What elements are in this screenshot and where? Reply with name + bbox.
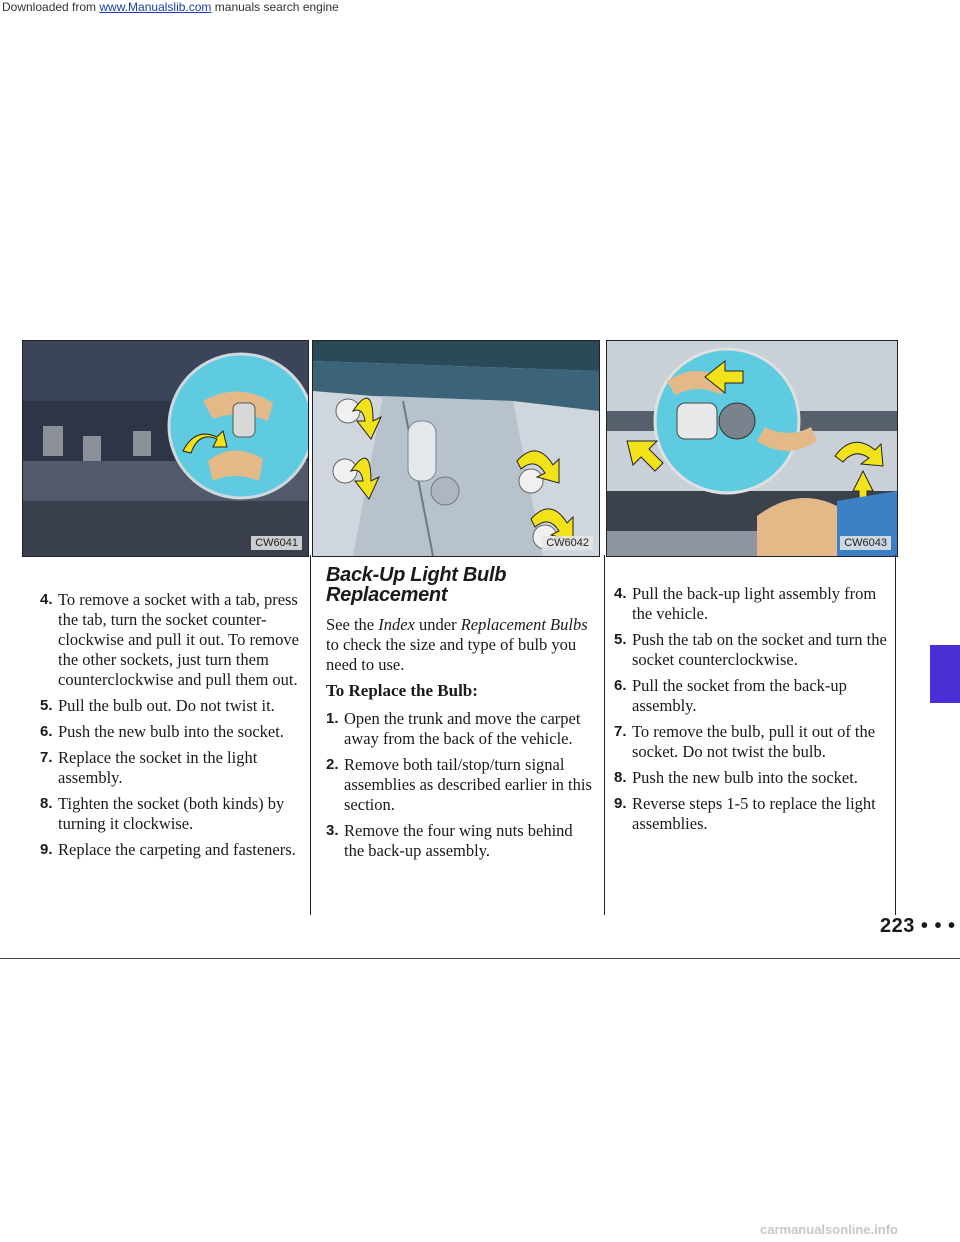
list-item	[614, 584, 888, 624]
step-text: Pull the bulb out. Do not twist it.	[58, 696, 275, 715]
list-item	[40, 696, 302, 716]
intro-paragraph	[326, 615, 592, 675]
step-number: 5.	[614, 631, 627, 648]
figure-code: CW6041	[251, 536, 302, 550]
step-number: 8.	[614, 769, 627, 786]
list-item	[326, 821, 592, 861]
column-2	[326, 565, 592, 867]
socket-removal-illustration	[23, 341, 308, 556]
step-number: 3.	[326, 822, 339, 839]
step-number: 8.	[40, 795, 53, 812]
banner-prefix: Downloaded from	[2, 0, 100, 14]
step-text: Remove both tail/stop/turn signal assemblies as described earlier in this section.	[344, 755, 592, 814]
list-item	[40, 590, 302, 690]
backup-assembly-illustration	[607, 341, 897, 556]
figure-socket-removal	[22, 340, 309, 557]
intro-text: under	[414, 615, 461, 634]
step-list-backup	[614, 584, 888, 834]
intro-bulbs-ref: Replacement Bulbs	[460, 615, 588, 634]
step-number: 1.	[326, 710, 339, 727]
step-text: Push the new bulb into the socket.	[632, 768, 858, 787]
step-number: 6.	[614, 677, 627, 694]
list-item	[40, 748, 302, 788]
step-number: 9.	[614, 795, 627, 812]
figure-code: CW6042	[542, 536, 593, 550]
step-number: 7.	[40, 749, 53, 766]
step-text: Push the tab on the socket and turn the socket counterclockwise.	[632, 630, 887, 669]
step-number: 7.	[614, 723, 627, 740]
step-number: 4.	[40, 591, 53, 608]
list-item	[40, 840, 302, 860]
list-item	[326, 709, 592, 749]
page-number: 223 • • •	[880, 915, 956, 937]
section-heading: Back-Up Light Bulb Replacement	[326, 564, 507, 606]
step-text: Open the trunk and move the carpet away from the back of the vehicle.	[344, 709, 581, 748]
intro-text: See the	[326, 615, 379, 634]
intro-text: to check the size and type of bulb you need to use.	[326, 635, 577, 674]
step-list-continued	[40, 590, 302, 860]
list-item	[614, 722, 888, 762]
intro-index-ref: Index	[378, 615, 415, 634]
manualslib-link[interactable]: www.Manualslib.com	[99, 0, 212, 14]
column-rule-right	[604, 555, 605, 915]
step-text: To remove the bulb, pull it out of the socket. Do not twist the bulb.	[632, 722, 876, 761]
column-rule-outer	[895, 555, 896, 915]
list-item	[614, 630, 888, 670]
step-text: Pull the socket from the back-up assembly.	[632, 676, 847, 715]
figure-backup-assembly	[606, 340, 898, 557]
list-item	[40, 722, 302, 742]
step-text: Reverse steps 1-5 to replace the light assemblies.	[632, 794, 876, 833]
step-text: Tighten the socket (both kinds) by turning it clockwise.	[58, 794, 285, 833]
list-item	[614, 676, 888, 716]
section-tab-marker	[930, 645, 960, 703]
step-text: Replace the socket in the light assembly.	[58, 748, 258, 787]
figure-wing-nuts	[312, 340, 600, 557]
list-item	[614, 794, 888, 834]
download-banner	[0, 0, 960, 16]
step-number: 5.	[40, 697, 53, 714]
watermark-footer: carmanualsonline.info	[760, 1222, 898, 1237]
step-number: 6.	[40, 723, 53, 740]
step-text: To remove a socket with a tab, press the tab, turn the socket counter-clockwise and pull it out. To remove the other sockets, just turn them counterclockwise and pull them out.	[58, 590, 299, 689]
page-bottom-rule	[0, 958, 960, 959]
banner-suffix: manuals search engine	[211, 0, 339, 14]
step-text: Push the new bulb into the socket.	[58, 722, 284, 741]
step-number: 9.	[40, 841, 53, 858]
list-item	[40, 794, 302, 834]
step-text: Pull the back-up light assembly from the vehicle.	[632, 584, 877, 623]
column-rule-left	[310, 555, 311, 915]
step-number: 2.	[326, 756, 339, 773]
column-1	[40, 590, 302, 866]
column-3	[614, 584, 888, 840]
step-number: 4.	[614, 585, 627, 602]
list-item	[614, 768, 888, 788]
list-item	[326, 755, 592, 815]
step-list	[326, 709, 592, 861]
step-text: Remove the four wing nuts behind the back-up assembly.	[344, 821, 573, 860]
subheading: To Replace the Bulb:	[326, 681, 478, 700]
figure-code: CW6043	[840, 536, 891, 550]
step-text: Replace the carpeting and fasteners.	[58, 840, 296, 859]
wing-nuts-illustration	[313, 341, 599, 556]
